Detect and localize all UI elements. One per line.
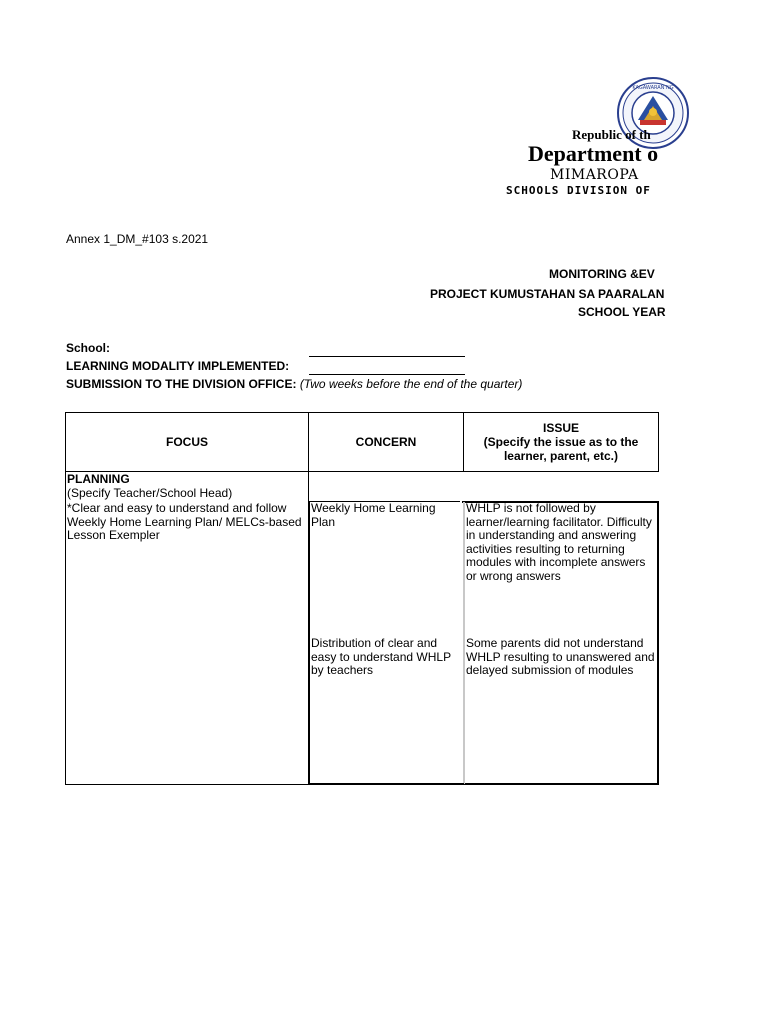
submission-line — [66, 377, 522, 391]
issue-cell: WHLP is not followed by learner/learning facilitator. Difficulty in understanding and answering activities resulting to returning modules with incomplete answers or wrong answers — [466, 501, 652, 583]
table-bottom-border — [65, 784, 309, 785]
svg-text:KAGAWARAN NG: KAGAWARAN NG — [632, 85, 674, 91]
letterhead-region: MIMAROPA — [550, 167, 639, 183]
school-blank-line[interactable] — [309, 356, 465, 357]
concern-issue-divider — [463, 502, 465, 784]
concern-cell: Distribution of clear and easy to understand WHLP by teachers — [311, 636, 451, 677]
form-title-line-2: PROJECT KUMUSTAHAN SA PAARALAN — [430, 287, 665, 301]
letterhead-republic: Republic of th — [572, 127, 651, 142]
header-issue-title: ISSUE — [542, 421, 579, 435]
submission-label: SUBMISSION TO THE DIVISION OFFICE: — [66, 377, 297, 391]
header-focus: FOCUS — [166, 435, 208, 449]
focus-item: *Clear and easy to understand and follow Weekly Home Learning Plan/ MELCs-based Lesson Exempler — [67, 501, 302, 542]
form-title-line-3: SCHOOL YEAR — [578, 305, 666, 319]
section-title: PLANNING — [67, 472, 130, 486]
submission-note: (Two weeks before the end of the quarter) — [299, 377, 523, 391]
letterhead-department: Department o — [528, 141, 659, 166]
concern-left-border — [308, 501, 310, 785]
table-left-border — [65, 472, 66, 785]
annex-reference: Annex 1_DM_#103 s.2021 — [66, 232, 209, 246]
form-title-line-1: MONITORING &EV — [549, 267, 655, 281]
issue-cell: Some parents did not understand WHLP resulting to unanswered and delayed submission of modules — [466, 636, 655, 677]
section-subtitle: (Specify Teacher/School Head) — [67, 485, 233, 500]
letterhead-division: SCHOOLS DIVISION OF — [506, 184, 651, 197]
modality-label: LEARNING MODALITY IMPLEMENTED: — [66, 359, 290, 373]
header-issue-subtitle: (Specify the issue as to the learner, parent, etc.) — [483, 435, 639, 463]
header-issue — [464, 413, 658, 471]
modality-blank-line[interactable] — [309, 374, 465, 375]
header-concern: CONCERN — [355, 435, 417, 449]
school-label: School: — [66, 341, 110, 355]
concern-cell: Weekly Home Learning Plan — [311, 501, 436, 529]
section-heading — [67, 473, 307, 500]
concern-bottom-border — [308, 783, 464, 785]
